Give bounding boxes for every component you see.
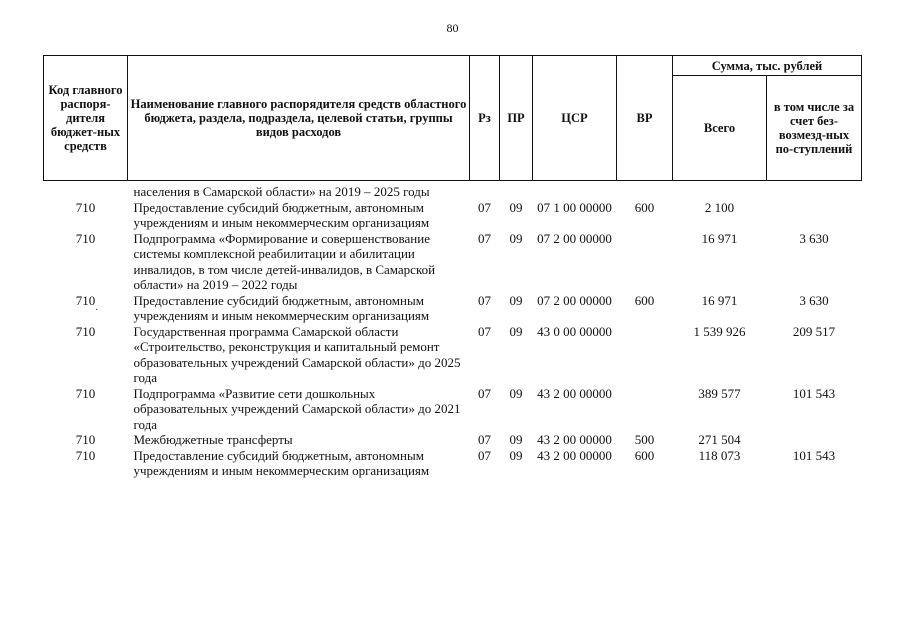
cell-total: 16 971 (701, 230, 738, 246)
cell-pr: 09 (509, 447, 523, 463)
cell-rz: 07 (478, 323, 491, 339)
cell-vr: 600 (634, 199, 655, 215)
cell-csr: 07 1 00 00000 (537, 199, 612, 215)
cell-free: 101 543 (792, 447, 836, 463)
cell-free: 101 543 (792, 385, 836, 401)
cell-rz: 07 (478, 292, 491, 308)
cell-total: 1 539 926 (693, 323, 746, 339)
table-row (44, 181, 862, 200)
cell-rz: 07 (478, 432, 491, 447)
cell-name: Предоставление субсидий бюджетным, автономным учреждениям и иным некоммерческим организациям (133, 199, 430, 230)
cell-csr (533, 181, 617, 200)
header-csr: ЦСР (533, 56, 617, 181)
header-free: в том числе за счет без-возмезд-ных по-ступлений (767, 76, 862, 181)
header-code: Код главного распоря-дителя бюджет-ных средств (44, 56, 128, 181)
cell-rz: 07 (478, 385, 491, 401)
cell-pr: 09 (509, 199, 523, 215)
budget-table (43, 55, 862, 479)
cell-free (767, 200, 862, 231)
header-vr: ВР (617, 56, 673, 181)
cell-free: 3 630 (799, 230, 829, 246)
table-row (44, 432, 862, 448)
cell-name: населения в Самарской области» на 2019 – 2025 годы (133, 184, 430, 199)
cell-name: Подпрограмма «Развитие сети дошкольных образовательных учреждений Самарской области» до 2021 года (133, 385, 461, 432)
header-name: Наименование главного распорядителя средств областного бюджета, раздела, подраздела, целевой статьи, группы видов расходов (128, 56, 470, 181)
table-body (44, 181, 862, 479)
cell-vr (617, 231, 673, 293)
cell-total: 118 073 (698, 447, 741, 463)
table-row (44, 386, 862, 433)
cell-vr: 500 (634, 432, 655, 447)
page-number: 80 (446, 21, 459, 35)
cell-vr: 600 (634, 447, 655, 463)
cell-rz: 07 (478, 199, 491, 215)
cell-csr: 43 2 00 00000 (537, 432, 612, 447)
cell-code: 710 (75, 432, 96, 447)
cell-code: 710 (75, 385, 96, 401)
cell-pr: 09 (509, 432, 523, 447)
cell-pr: 09 (509, 385, 523, 401)
cell-csr: 43 0 00 00000 (537, 323, 612, 339)
table-row (44, 293, 862, 324)
cell-free (767, 181, 862, 200)
cell-free: 209 517 (792, 323, 836, 339)
cell-code: 710 (75, 323, 96, 339)
cell-code: 710 (75, 292, 96, 308)
table-header (44, 56, 862, 181)
header-total: Всего (673, 76, 767, 181)
cell-vr (617, 386, 673, 433)
cell-name: Межбюджетные трансферты (133, 432, 293, 447)
cell-code: 710 (75, 199, 96, 215)
cell-free: 3 630 (799, 292, 829, 308)
cell-total (673, 181, 767, 200)
cell-total: 2 100 (704, 199, 735, 215)
cell-rz: 07 (478, 447, 491, 463)
cell-name: Предоставление субсидий бюджетным, автономным учреждениям и иным некоммерческим организациям (133, 447, 430, 478)
cell-total: 389 577 (698, 385, 741, 401)
cell-vr: 600 (634, 292, 655, 308)
cell-pr: 09 (509, 230, 523, 246)
cell-vr (617, 324, 673, 386)
cell-free (767, 432, 862, 448)
margin-mark: · (95, 305, 99, 316)
cell-pr (500, 181, 533, 200)
cell-vr (617, 181, 673, 200)
header-sum: Сумма, тыс. рублей (673, 56, 862, 76)
cell-rz (470, 181, 500, 200)
header-rz: Рз (470, 56, 500, 181)
cell-code (44, 181, 128, 200)
cell-code: 710 (75, 447, 96, 463)
table-row (44, 448, 862, 479)
header-pr: ПР (500, 56, 533, 181)
cell-csr: 07 2 00 00000 (537, 292, 612, 308)
cell-csr: 43 2 00 00000 (537, 385, 612, 401)
cell-pr: 09 (509, 323, 523, 339)
table-row (44, 231, 862, 293)
cell-code: 710 (75, 230, 96, 246)
cell-total: 16 971 (701, 292, 738, 308)
table-row (44, 324, 862, 386)
cell-csr: 43 2 00 00000 (537, 447, 612, 463)
cell-name: Государственная программа Самарской области «Строительство, реконструкция и капитальный ремонт образовательных учреждений Самарской области» до 2025 года (133, 323, 461, 385)
cell-pr: 09 (509, 292, 523, 308)
cell-name: Предоставление субсидий бюджетным, автономным учреждениям и иным некоммерческим организациям (133, 292, 430, 323)
table-row (44, 200, 862, 231)
cell-rz: 07 (478, 230, 491, 246)
cell-total: 271 504 (698, 432, 741, 447)
cell-name: Подпрограмма «Формирование и совершенствование системы комплексной реабилитации и абилитации инвалидов, в том числе детей-инвалидов, в Самарской области» на 2019 – 2022 годы (133, 230, 436, 292)
cell-csr: 07 2 00 00000 (537, 230, 612, 246)
